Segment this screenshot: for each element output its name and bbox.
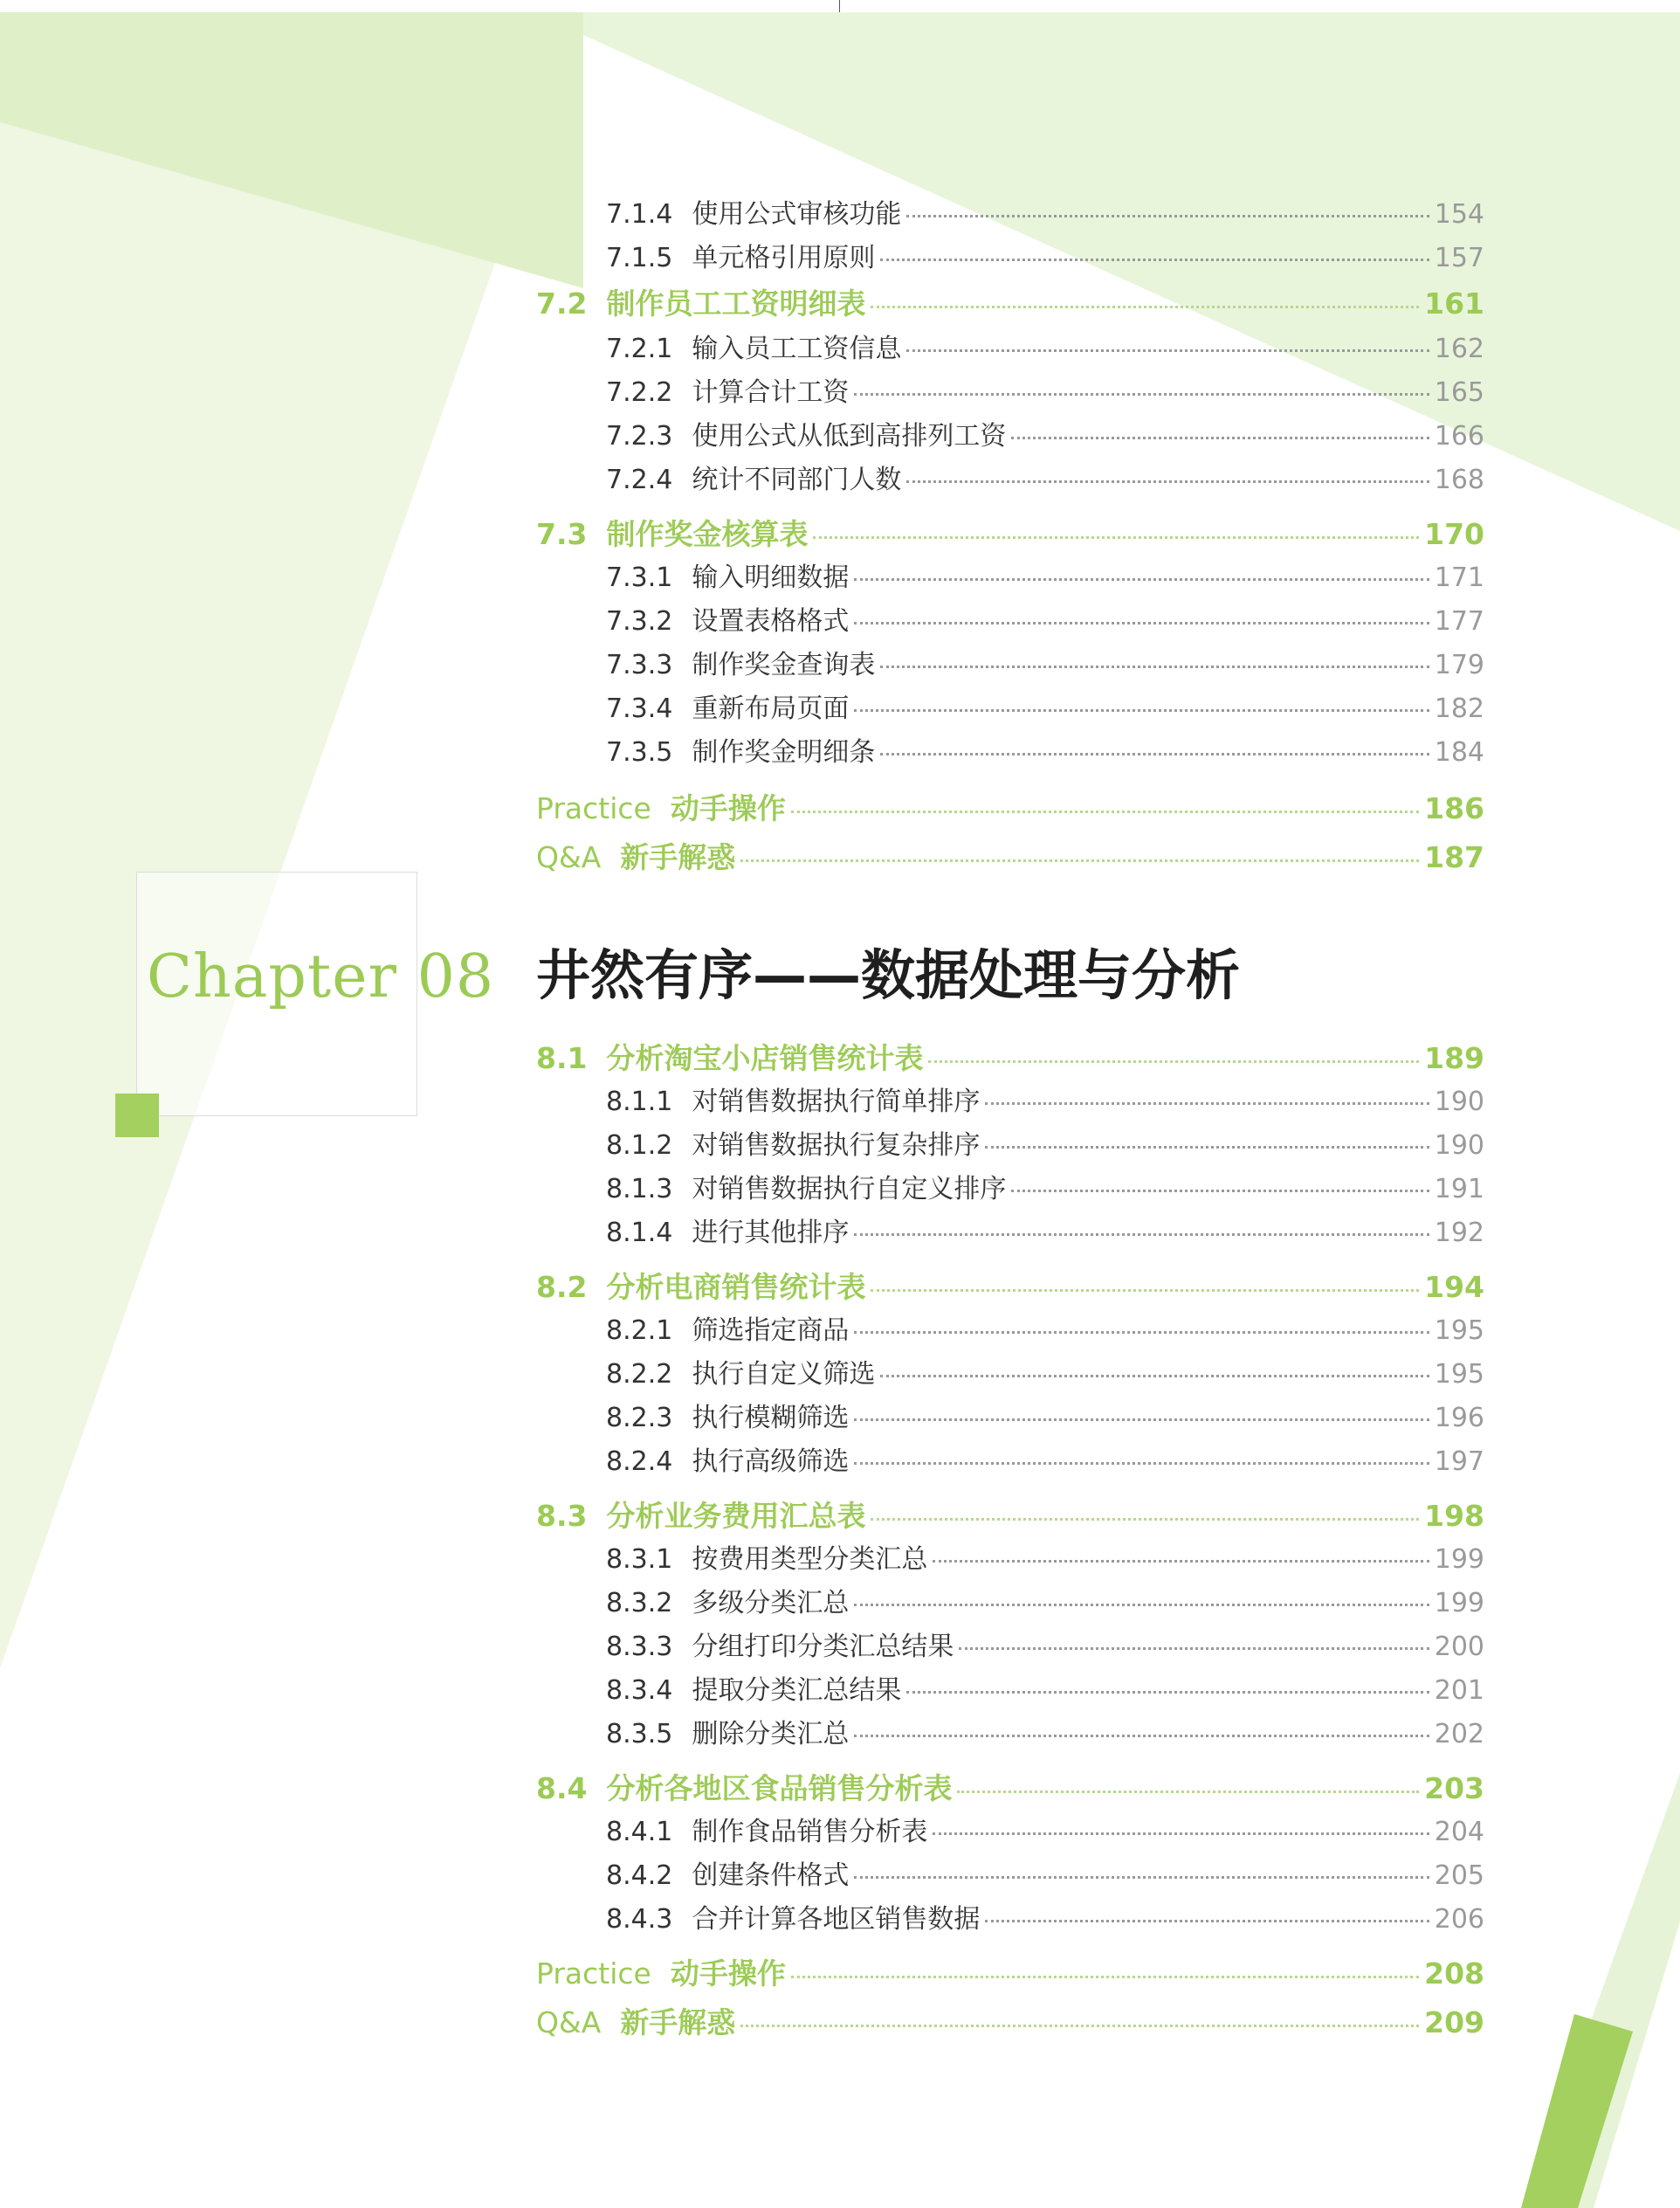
toc-entry-number: 7.1.4: [606, 199, 673, 230]
toc-subsection-entry[interactable]: [606, 1853, 1484, 1894]
toc-entry-number: 7.2: [536, 286, 588, 321]
toc-subsection-entry[interactable]: [606, 1167, 1484, 1207]
toc-page-number: 208: [1424, 1956, 1484, 1991]
toc-page-number: 196: [1434, 1403, 1484, 1433]
toc-entry-title: 制作奖金核算表: [606, 517, 809, 551]
chapter-accent-square: [115, 1094, 159, 1137]
toc-subsection-entry[interactable]: [606, 1897, 1484, 1937]
toc-dot-leader: [928, 1060, 1419, 1063]
toc-subsection-entry[interactable]: [606, 730, 1484, 770]
toc-section-entry[interactable]: [536, 835, 1484, 875]
toc-entry-number: 8.2.4: [606, 1446, 673, 1477]
toc-subsection-entry[interactable]: [606, 236, 1484, 276]
toc-subsection-entry[interactable]: [606, 1668, 1484, 1708]
toc-entry-number: 7.2.1: [606, 334, 673, 364]
toc-page-number: 209: [1424, 2005, 1484, 2039]
toc-dot-leader: [740, 2025, 1419, 2027]
toc-subsection-entry[interactable]: [606, 687, 1484, 727]
toc-section-entry[interactable]: [536, 281, 1484, 321]
toc-dot-leader: [813, 536, 1419, 539]
toc-dot-leader: [880, 259, 1429, 261]
toc-entry-number: 7.3.5: [606, 737, 673, 768]
toc-page-number: 162: [1434, 334, 1484, 364]
toc-dot-leader: [906, 480, 1429, 483]
toc-page-number: 190: [1434, 1087, 1484, 1117]
toc-entry-number: 8.2.2: [606, 1359, 673, 1390]
toc-section-entry[interactable]: [536, 1494, 1484, 1534]
toc-entry-number: 8.1.3: [606, 1174, 673, 1204]
toc-entry-title: 制作食品销售分析表: [692, 1817, 928, 1847]
toc-entry-number: 8.4.2: [606, 1860, 673, 1891]
toc-page-number: 182: [1434, 693, 1484, 724]
toc-dot-leader: [880, 666, 1429, 668]
toc-dot-leader: [880, 753, 1429, 756]
toc-section-entry[interactable]: [536, 512, 1484, 552]
toc-entry-title: 单元格引用原则: [692, 243, 876, 273]
toc-dot-leader: [854, 1604, 1429, 1606]
toc-dot-leader: [854, 1418, 1429, 1421]
toc-page-number: 189: [1424, 1041, 1484, 1075]
chapter-number-label: Chapter 08: [147, 942, 495, 1011]
toc-page-number: 166: [1434, 421, 1484, 452]
toc-entry-number: Practice: [536, 1956, 651, 1991]
toc-dot-leader: [933, 1832, 1429, 1835]
toc-entry-number: 7.1.5: [606, 243, 673, 273]
toc-section-entry[interactable]: [536, 1036, 1484, 1076]
toc-entry-title: 多级分类汇总: [692, 1588, 850, 1618]
toc-entry-title: 执行高级筛选: [692, 1446, 850, 1477]
toc-page-number: 195: [1434, 1315, 1484, 1346]
toc-subsection-entry[interactable]: [606, 327, 1484, 367]
toc-entry-title: 删除分类汇总: [692, 1719, 850, 1749]
toc-subsection-entry[interactable]: [606, 1123, 1484, 1163]
toc-dot-leader: [933, 1560, 1429, 1563]
toc-entry-number: Q&A: [536, 2005, 602, 2039]
toc-dot-leader: [880, 1375, 1429, 1377]
toc-dot-leader: [854, 578, 1429, 581]
toc-section-entry[interactable]: [536, 1951, 1484, 1991]
toc-page-number: 179: [1434, 650, 1484, 680]
toc-entry-number: 7.3.2: [606, 606, 673, 637]
toc-dot-leader: [957, 1791, 1419, 1793]
toc-section-entry[interactable]: [536, 2000, 1484, 2040]
toc-entry-title: 分析电商销售统计表: [606, 1270, 866, 1304]
toc-subsection-entry[interactable]: [606, 1439, 1484, 1480]
toc-dot-leader: [854, 1233, 1429, 1236]
toc-entry-number: Practice: [536, 791, 651, 825]
toc-page-number: 205: [1434, 1860, 1484, 1891]
toc-subsection-entry[interactable]: [606, 458, 1484, 498]
toc-page-number: 202: [1434, 1719, 1484, 1749]
toc-entry-title: 合并计算各地区销售数据: [692, 1904, 981, 1935]
toc-entry-title: 分析业务费用汇总表: [606, 1499, 866, 1533]
toc-entry-title: 对销售数据执行自定义排序: [692, 1174, 1007, 1204]
toc-entry-title: 筛选指定商品: [692, 1315, 850, 1346]
toc-page-number: 192: [1434, 1218, 1484, 1248]
toc-entry-title: 按费用类型分类汇总: [692, 1544, 928, 1575]
toc-entry-title: 计算合计工资: [692, 377, 850, 408]
chapter-title: 井然有序——数据处理与分析: [536, 943, 1241, 1007]
toc-page-number: 203: [1424, 1771, 1484, 1805]
toc-subsection-entry[interactable]: [606, 1810, 1484, 1850]
toc-entry-title: 执行自定义筛选: [692, 1359, 876, 1390]
toc-entry-title: 新手解惑: [620, 2005, 736, 2039]
toc-entry-number: 7.3.3: [606, 650, 673, 680]
toc-entry-title: 分析各地区食品销售分析表: [606, 1771, 953, 1805]
crop-mark: [839, 0, 840, 12]
toc-dot-leader: [854, 393, 1429, 396]
toc-page-number: 197: [1434, 1446, 1484, 1477]
toc-entry-number: 8.3.3: [606, 1632, 673, 1662]
toc-subsection-entry[interactable]: [606, 1712, 1484, 1752]
toc-subsection-entry[interactable]: [606, 414, 1484, 454]
toc-subsection-entry[interactable]: [606, 1352, 1484, 1392]
toc-entry-title: 创建条件格式: [692, 1860, 850, 1891]
toc-page-number: 200: [1434, 1632, 1484, 1662]
toc-subsection-entry[interactable]: [606, 1537, 1484, 1577]
toc-entry-title: 输入员工工资信息: [692, 334, 902, 364]
toc-entry-number: 8.4.3: [606, 1904, 673, 1935]
toc-entry-number: 7.3.4: [606, 693, 673, 724]
toc-subsection-entry[interactable]: [606, 1211, 1484, 1251]
toc-page-number: 201: [1434, 1675, 1484, 1706]
toc-entry-title: 设置表格格式: [692, 606, 850, 637]
toc-subsection-entry[interactable]: [606, 555, 1484, 596]
toc-page-number: 199: [1434, 1544, 1484, 1575]
toc-subsection-entry[interactable]: [606, 599, 1484, 639]
toc-page-number: 168: [1434, 465, 1484, 495]
toc-dot-leader: [985, 1146, 1429, 1149]
toc-dot-leader: [854, 1331, 1429, 1334]
toc-page-number: 154: [1434, 199, 1484, 230]
toc-dot-leader: [791, 811, 1419, 813]
toc-entry-number: 7.2.2: [606, 377, 673, 408]
toc-entry-number: 8.1.2: [606, 1130, 673, 1161]
toc-entry-title: 分组打印分类汇总结果: [692, 1632, 954, 1662]
toc-entry-title: 输入明细数据: [692, 562, 850, 593]
toc-dot-leader: [854, 1462, 1429, 1465]
toc-page-number: 206: [1434, 1904, 1484, 1935]
toc-dot-leader: [854, 622, 1429, 624]
toc-page-number: 187: [1424, 840, 1484, 874]
toc-entry-title: 提取分类汇总结果: [692, 1675, 902, 1706]
toc-entry-number: 8.4.1: [606, 1817, 673, 1847]
toc-page-number: 171: [1434, 562, 1484, 593]
toc-entry-title: 动手操作: [670, 791, 786, 825]
toc-section-entry[interactable]: [536, 1265, 1484, 1305]
toc-entry-number: 7.2.4: [606, 465, 673, 495]
toc-section-entry[interactable]: [536, 1766, 1484, 1806]
toc-entry-number: 8.2.3: [606, 1403, 673, 1433]
toc-entry-number: 7.2.3: [606, 421, 673, 452]
toc-page-number: 165: [1434, 377, 1484, 408]
toc-entry-title: 使用公式从低到高排列工资: [692, 421, 1007, 452]
toc-section-entry[interactable]: [536, 786, 1484, 826]
toc-entry-title: 使用公式审核功能: [692, 199, 902, 230]
toc-entry-title: 分析淘宝小店销售统计表: [606, 1041, 924, 1075]
toc-page-number: 170: [1424, 517, 1484, 551]
toc-entry-number: 8.3.5: [606, 1719, 673, 1749]
toc-entry-title: 制作奖金明细条: [692, 737, 876, 768]
toc-entry-title: 对销售数据执行复杂排序: [692, 1130, 981, 1161]
toc-subsection-entry[interactable]: [606, 1308, 1484, 1349]
toc-dot-leader: [906, 349, 1429, 352]
toc-subsection-entry[interactable]: [606, 1581, 1484, 1621]
toc-page-number: 161: [1424, 286, 1484, 321]
toc-entry-title: 重新布局页面: [692, 693, 850, 724]
toc-page-number: 186: [1424, 791, 1484, 825]
toc-page-number: 194: [1424, 1270, 1484, 1304]
toc-entry-title: 进行其他排序: [692, 1218, 850, 1248]
toc-page-number: 198: [1424, 1499, 1484, 1533]
toc-dot-leader: [906, 215, 1429, 217]
toc-entry-title: 对销售数据执行简单排序: [692, 1087, 981, 1117]
toc-entry-title: 制作奖金查询表: [692, 650, 876, 680]
toc-page-number: 195: [1434, 1359, 1484, 1390]
toc-dot-leader: [791, 1976, 1419, 1978]
toc-entry-number: 7.3: [536, 517, 588, 551]
toc-entry-number: 8.2.1: [606, 1315, 673, 1346]
toc-page-number: 177: [1434, 606, 1484, 637]
toc-page-number: 184: [1434, 737, 1484, 768]
toc-entry-number: 7.3.1: [606, 562, 673, 593]
toc-dot-leader: [985, 1920, 1429, 1922]
toc-page-number: 190: [1434, 1130, 1484, 1161]
toc-entry-number: 8.3.2: [606, 1588, 673, 1618]
toc-entry-number: 8.3: [536, 1499, 588, 1533]
toc-subsection-entry[interactable]: [606, 643, 1484, 683]
toc-dot-leader: [959, 1647, 1429, 1650]
toc-dot-leader: [1011, 437, 1429, 439]
toc-entry-title: 执行模糊筛选: [692, 1403, 850, 1433]
toc-entry-title: 制作员工工资明细表: [606, 286, 866, 321]
toc-entry-title: 新手解惑: [620, 840, 736, 874]
toc-subsection-entry[interactable]: [606, 1625, 1484, 1665]
toc-subsection-entry[interactable]: [606, 192, 1484, 232]
toc-entry-number: Q&A: [536, 840, 602, 874]
toc-subsection-entry[interactable]: [606, 1080, 1484, 1120]
toc-dot-leader: [854, 1735, 1429, 1737]
toc-dot-leader: [871, 1518, 1419, 1521]
toc-page-number: 157: [1434, 243, 1484, 273]
toc-dot-leader: [906, 1691, 1429, 1694]
toc-entry-number: 8.1.1: [606, 1087, 673, 1117]
toc-entry-number: 8.1: [536, 1041, 588, 1075]
toc-page-number: 191: [1434, 1174, 1484, 1204]
toc-subsection-entry[interactable]: [606, 370, 1484, 411]
toc-dot-leader: [854, 709, 1429, 712]
toc-subsection-entry[interactable]: [606, 1396, 1484, 1436]
toc-page-number: 199: [1434, 1588, 1484, 1618]
toc-dot-leader: [871, 1289, 1419, 1292]
toc-entry-title: 统计不同部门人数: [692, 465, 902, 495]
toc-dot-leader: [985, 1102, 1429, 1105]
toc-entry-number: 8.3.1: [606, 1544, 673, 1575]
toc-entry-number: 8.4: [536, 1771, 588, 1805]
toc-page-number: 204: [1434, 1817, 1484, 1847]
toc-entry-number: 8.2: [536, 1270, 588, 1304]
toc-entry-number: 8.1.4: [606, 1218, 673, 1248]
toc-dot-leader: [854, 1876, 1429, 1879]
toc-entry-number: 8.3.4: [606, 1675, 673, 1706]
toc-dot-leader: [740, 859, 1419, 862]
toc-dot-leader: [1011, 1190, 1429, 1192]
toc-dot-leader: [871, 306, 1419, 308]
toc-entry-title: 动手操作: [670, 1956, 786, 1991]
